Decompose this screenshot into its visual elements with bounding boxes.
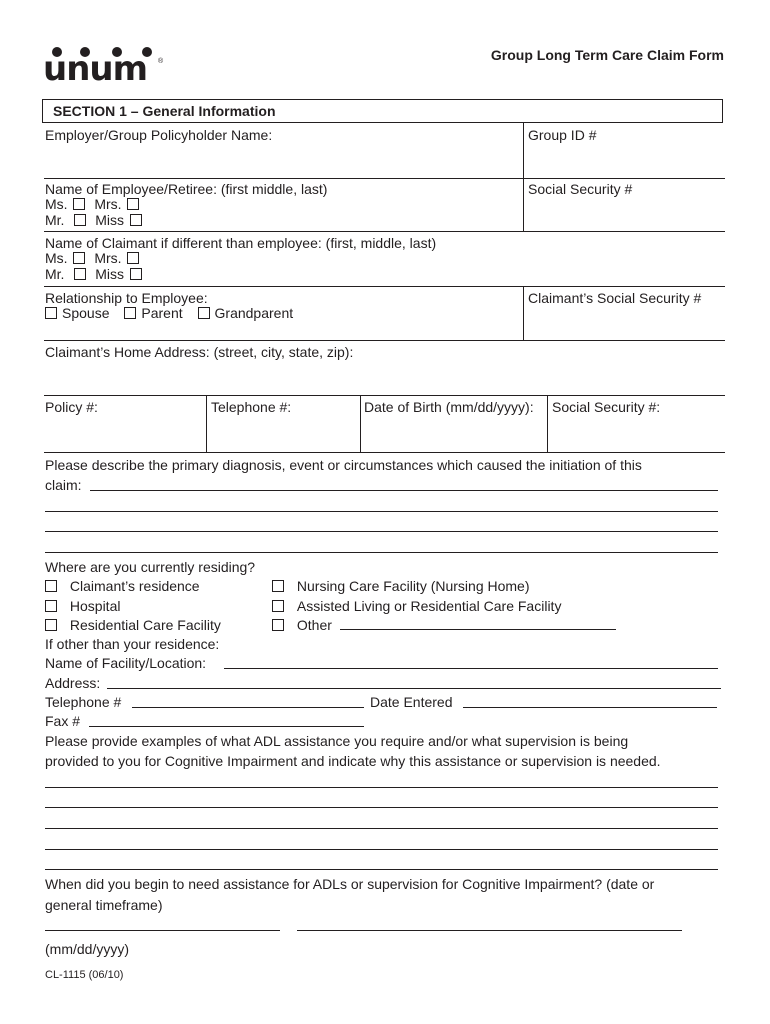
residence-option-other xyxy=(272,617,616,633)
employee-salutation-row xyxy=(45,196,144,212)
facility-name-field[interactable] xyxy=(224,668,718,669)
row-divider xyxy=(44,340,725,341)
diagnosis-answer-line[interactable] xyxy=(45,511,718,512)
diagnosis-question: Please describe the primary diagnosis, event or circumstances which caused the initiation of this xyxy=(45,457,642,473)
salutation-mr-label: Mr. xyxy=(45,266,65,282)
begin-assistance-question-cont: general timeframe) xyxy=(45,897,163,913)
address-label: Address: xyxy=(45,675,101,691)
cell-divider xyxy=(360,395,361,452)
adl-answer-line[interactable] xyxy=(45,869,718,870)
claimant-ssn-field[interactable] xyxy=(526,308,722,338)
fax-field[interactable] xyxy=(89,726,364,727)
registered-mark: ® xyxy=(158,58,164,65)
grandparent-label: Grandparent xyxy=(214,305,294,321)
claimant-salutation-row xyxy=(45,250,144,266)
mrs-checkbox[interactable] xyxy=(127,198,139,210)
employee-name-label: Name of Employee/Retiree: (first middle, last) xyxy=(45,181,328,197)
parent-label: Parent xyxy=(141,305,183,321)
adl-answer-line[interactable] xyxy=(45,828,718,829)
home-address-field[interactable] xyxy=(44,362,722,393)
employer-name-label: Employer/Group Policyholder Name: xyxy=(45,127,273,143)
hospital-label: Hospital xyxy=(69,598,121,614)
telephone-field[interactable] xyxy=(209,416,358,450)
claimant-name-label: Name of Claimant if different than employee: (first, middle, last) xyxy=(45,235,437,251)
residence-option-assisted-living xyxy=(272,598,561,614)
nursing-care-label: Nursing Care Facility (Nursing Home) xyxy=(296,578,530,594)
facility-name-label: Name of Facility/Location: xyxy=(45,655,207,671)
group-id-label: Group ID # xyxy=(528,127,597,143)
row-divider xyxy=(44,286,725,287)
miss-checkbox[interactable] xyxy=(130,268,142,280)
other-label: Other xyxy=(296,617,332,633)
adl-answer-line[interactable] xyxy=(45,849,718,850)
date-entered-label: Date Entered xyxy=(370,694,453,710)
dob-label: Date of Birth (mm/dd/yyyy): xyxy=(364,399,534,415)
home-address-label: Claimant’s Home Address: (street, city, state, zip): xyxy=(45,344,354,360)
fax-label: Fax # xyxy=(45,713,81,729)
date-format-label: (mm/dd/yyyy) xyxy=(45,941,129,957)
policy-label: Policy #: xyxy=(45,399,98,415)
social-security-field[interactable] xyxy=(526,198,722,228)
logo-wordmark: unum xyxy=(43,49,148,89)
salutation-ms-label: Ms. xyxy=(45,196,68,212)
spouse-label: Spouse xyxy=(62,305,110,321)
policy-field[interactable] xyxy=(44,416,204,450)
unum-logo xyxy=(43,44,165,89)
assisted-living-checkbox[interactable] xyxy=(272,600,284,612)
employer-name-field[interactable] xyxy=(44,145,520,175)
grandparent-checkbox[interactable] xyxy=(198,307,210,319)
if-other-label: If other than your residence: xyxy=(45,636,220,652)
cell-divider xyxy=(547,395,548,452)
ssn-field[interactable] xyxy=(550,416,722,450)
address-field[interactable] xyxy=(107,688,721,689)
adl-question-cont: provided to you for Cognitive Impairment and indicate why this assistance or supervision is needed. xyxy=(45,753,661,769)
salutation-mrs-label: Mrs. xyxy=(94,196,122,212)
diagnosis-question-cont: claim: xyxy=(45,477,82,493)
mrs-checkbox[interactable] xyxy=(127,252,139,264)
other-field[interactable] xyxy=(340,617,616,630)
other-checkbox[interactable] xyxy=(272,619,284,631)
salutation-miss-label: Miss xyxy=(95,266,125,282)
form-code: CL-1115 (06/10) xyxy=(45,969,124,981)
dob-field[interactable] xyxy=(362,416,545,450)
claimants-residence-checkbox[interactable] xyxy=(45,580,57,592)
hospital-checkbox[interactable] xyxy=(45,600,57,612)
right-column-divider xyxy=(523,287,524,340)
miss-checkbox[interactable] xyxy=(130,214,142,226)
assisted-living-label: Assisted Living or Residential Care Facility xyxy=(296,598,562,614)
salutation-ms-label: Ms. xyxy=(45,250,68,266)
cell-divider xyxy=(206,395,207,452)
begin-assistance-question: When did you begin to need assistance for ADLs or supervision for Cognitive Impairment? (date or xyxy=(45,876,655,892)
residence-option-residential-care xyxy=(45,617,221,633)
group-id-field[interactable] xyxy=(526,145,722,175)
residing-question: Where are you currently residing? xyxy=(45,559,256,575)
adl-answer-line[interactable] xyxy=(45,787,718,788)
employee-salutation-row xyxy=(45,212,147,228)
nursing-care-checkbox[interactable] xyxy=(272,580,284,592)
diagnosis-answer-line[interactable] xyxy=(90,490,718,491)
claimant-ssn-label: Claimant’s Social Security # xyxy=(528,290,702,306)
adl-question: Please provide examples of what ADL assistance you require and/or what supervision is being xyxy=(45,733,629,749)
employee-name-field[interactable] xyxy=(170,196,520,228)
spouse-checkbox[interactable] xyxy=(45,307,57,319)
telephone-label: Telephone #: xyxy=(211,399,292,415)
salutation-mr-label: Mr. xyxy=(45,212,65,228)
parent-checkbox[interactable] xyxy=(124,307,136,319)
date-entered-field[interactable] xyxy=(463,707,717,708)
relationship-label: Relationship to Employee: xyxy=(45,290,208,306)
mr-checkbox[interactable] xyxy=(74,268,86,280)
ms-checkbox[interactable] xyxy=(73,198,85,210)
row-divider xyxy=(44,178,725,179)
residence-option-nursing-care xyxy=(272,578,530,594)
row-divider xyxy=(44,231,725,232)
right-column-divider xyxy=(523,179,524,231)
row-divider xyxy=(44,452,725,453)
salutation-miss-label: Miss xyxy=(95,212,125,228)
adl-answer-line[interactable] xyxy=(45,807,718,808)
mr-checkbox[interactable] xyxy=(74,214,86,226)
form-title: Group Long Term Care Claim Form xyxy=(490,47,724,63)
residence-option-claimants-residence xyxy=(45,578,200,594)
claimant-name-field[interactable] xyxy=(170,252,720,284)
social-security-label: Social Security # xyxy=(528,181,633,197)
residence-option-hospital xyxy=(45,598,120,614)
residential-care-label: Residential Care Facility xyxy=(69,617,221,633)
ssn-label: Social Security #: xyxy=(552,399,661,415)
diagnosis-answer-line[interactable] xyxy=(45,531,718,532)
facility-telephone-label: Telephone # xyxy=(45,694,122,710)
begin-timeframe-field[interactable] xyxy=(297,930,682,931)
residential-care-checkbox[interactable] xyxy=(45,619,57,631)
relationship-options xyxy=(45,305,293,321)
ms-checkbox[interactable] xyxy=(73,252,85,264)
facility-telephone-field[interactable] xyxy=(132,707,364,708)
salutation-mrs-label: Mrs. xyxy=(94,250,122,266)
diagnosis-answer-line[interactable] xyxy=(45,552,718,553)
right-column-divider xyxy=(523,123,524,178)
claimants-residence-label: Claimant’s residence xyxy=(69,578,200,594)
section-title: SECTION 1 – General Information xyxy=(53,103,276,119)
begin-date-field[interactable] xyxy=(45,930,280,931)
claimant-salutation-row xyxy=(45,266,147,282)
row-divider xyxy=(44,395,725,396)
